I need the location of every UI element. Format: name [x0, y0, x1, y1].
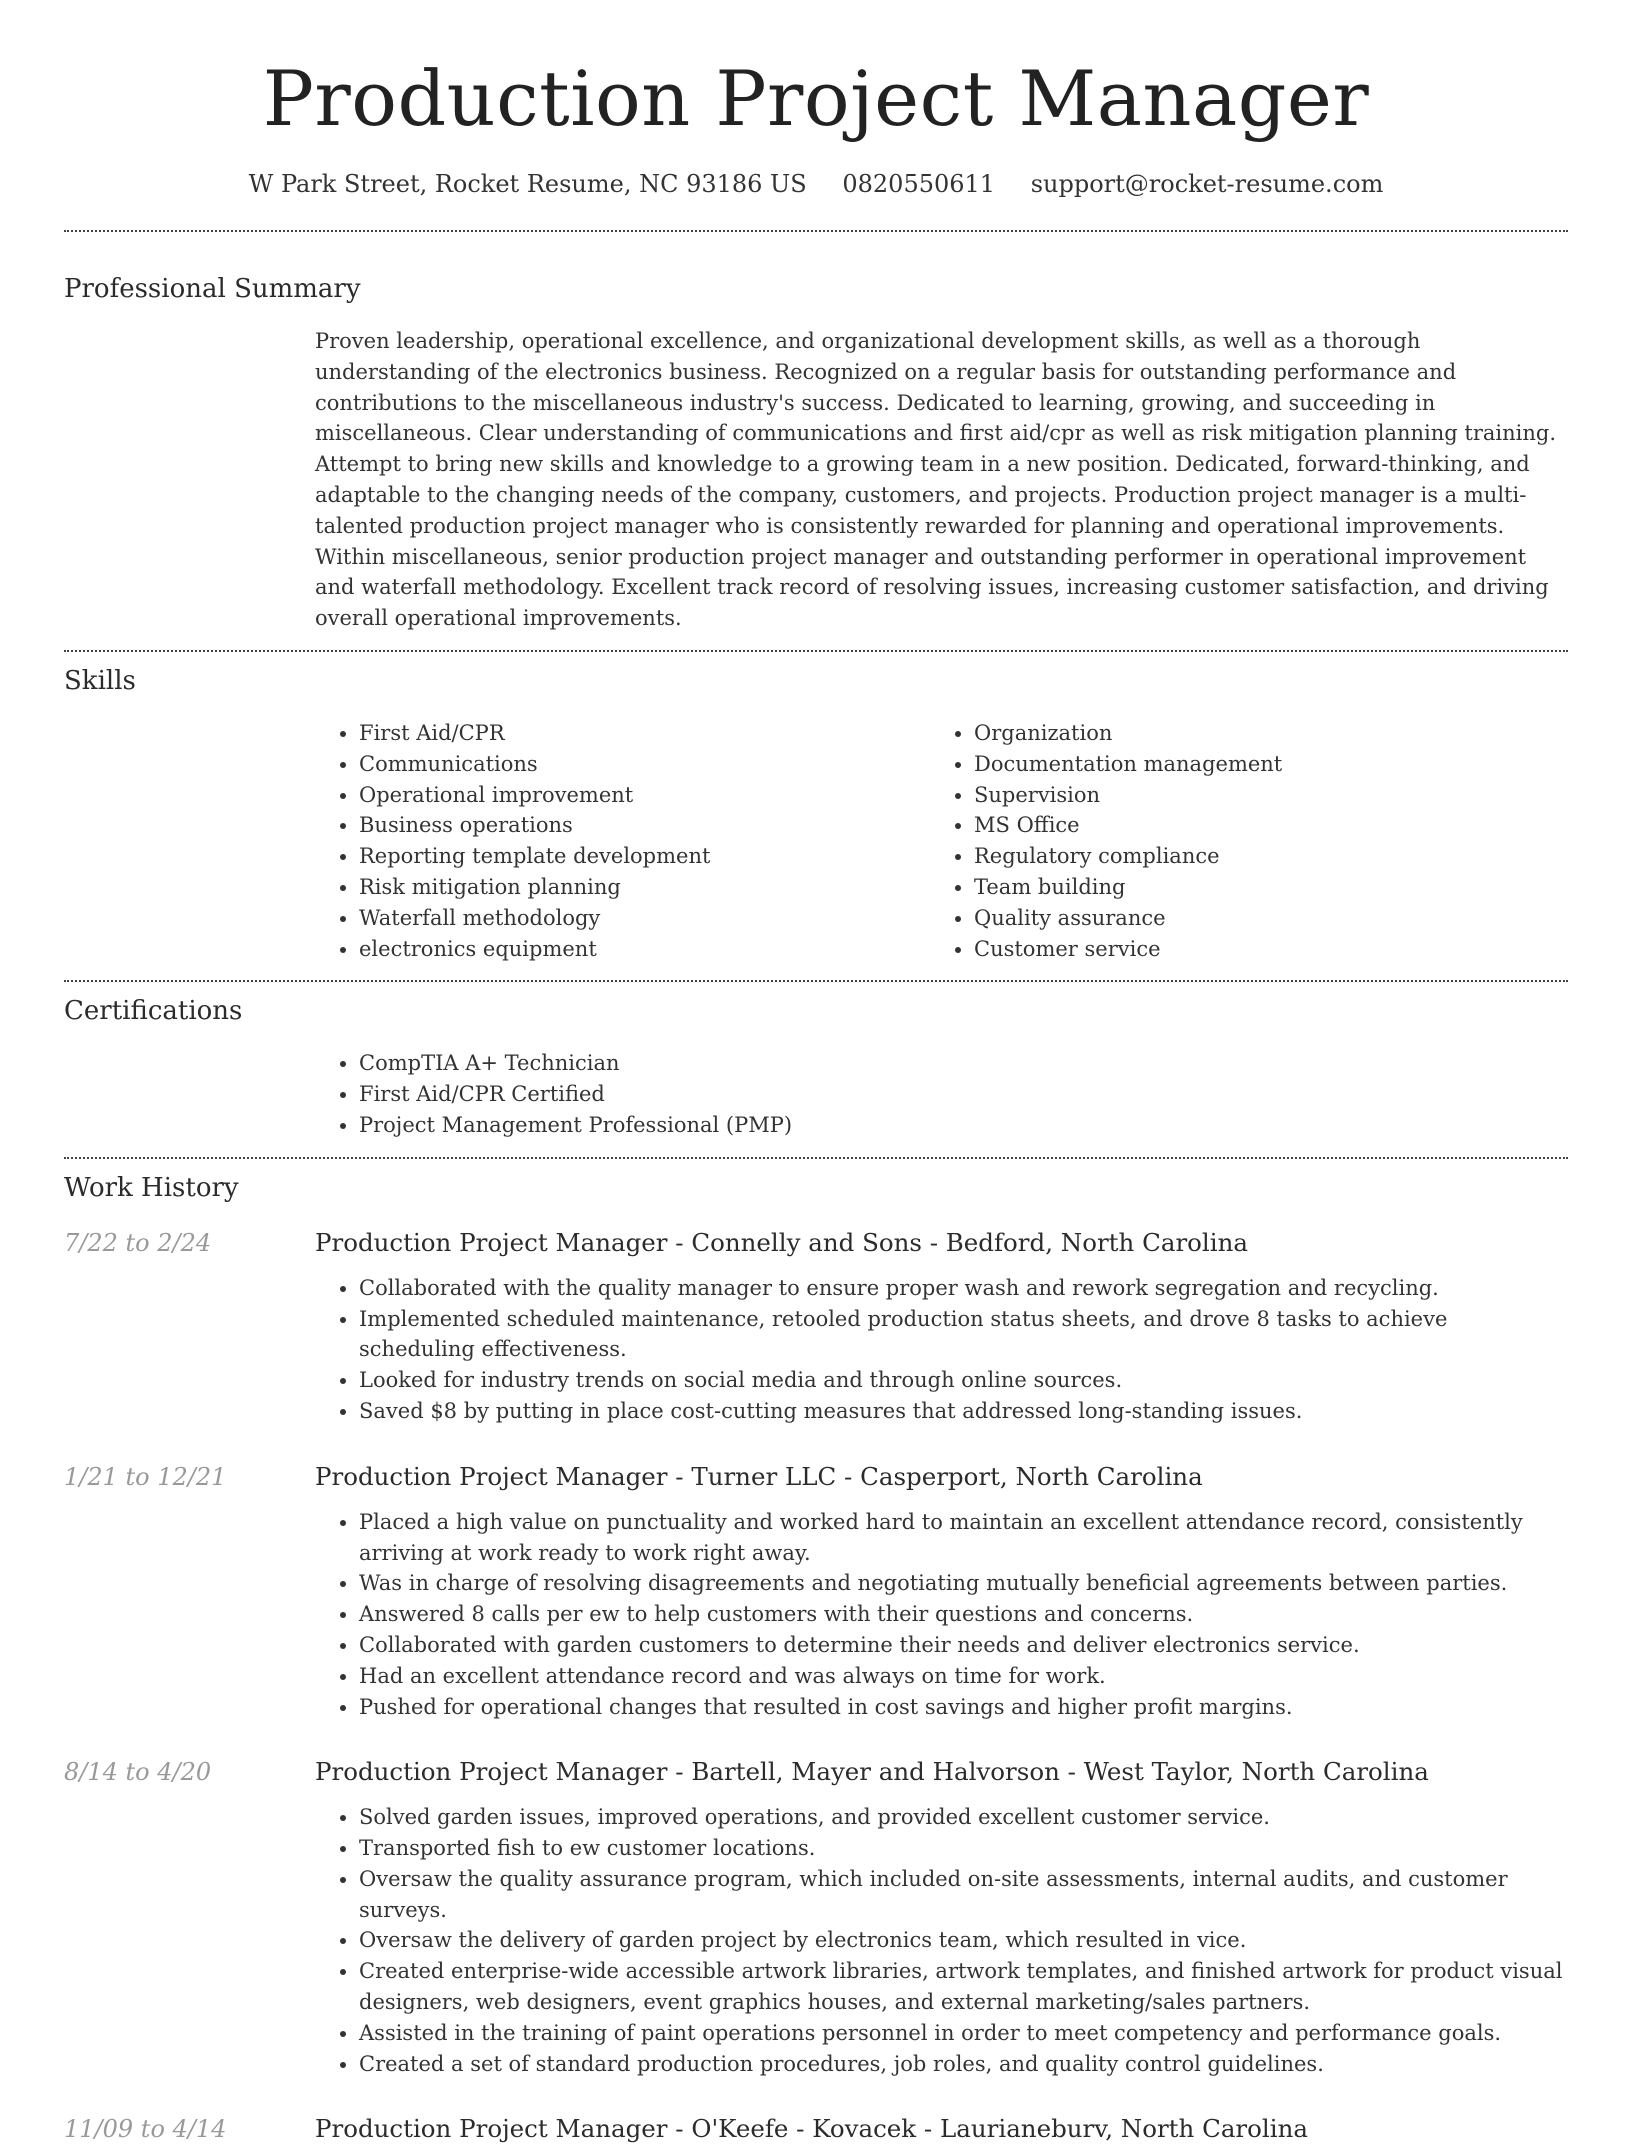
skills-grid — [315, 718, 1568, 964]
job-bullet: • Assisted in the training of paint operations personnel in order to meet competency and performance goals. — [359, 2018, 1568, 2049]
skill-item: • Reporting template development — [359, 841, 930, 872]
certifications-list — [315, 1048, 1568, 1140]
certifications-body — [315, 1048, 1568, 1140]
certification-item: • Project Management Professional (PMP) — [359, 1110, 1568, 1141]
contact-email: support@rocket-resume.com — [1030, 170, 1384, 198]
job-bullet: • Solved garden issues, improved operations, and provided excellent customer service. — [359, 1802, 1568, 1833]
resume-page — [64, 0, 1568, 2145]
skill-item: • Customer service — [974, 934, 1545, 965]
section-summary — [64, 232, 1568, 634]
job-entry — [64, 2113, 1568, 2145]
section-title-work: Work History — [64, 1172, 239, 1203]
summary-text: Proven leadership, operational excellence, and organizational development skills, as well as a thorough understanding of the electronics business. Recognized on a regular basis for outstanding performance and contributions to the miscellaneous industry's success. Dedicated to learning, growing, and succeeding in miscellaneous. Clear understanding of communications and first aid/cpr as well as risk mitigation planning training. Attempt to bring new skills and knowledge to a growing team in a new position. Dedicated, forward-thinking, and adaptable to the changing needs of the company, customers, and projects. Production project manager is a multi-talented production project manager who is consistently rewarded for planning and operational improvements. Within miscellaneous, senior production project manager and outstanding performer in operational improvement and waterfall methodology. Excellent track record of resolving issues, increasing customer satisfaction, and driving overall operational improvements. — [315, 329, 1556, 631]
certification-item: • First Aid/CPR Certified — [359, 1079, 1568, 1110]
contact-line — [64, 168, 1568, 200]
skill-item: • First Aid/CPR — [359, 718, 930, 749]
skill-item: • Team building — [974, 872, 1545, 903]
job-details — [315, 1756, 1568, 2079]
job-bullet: • Answered 8 calls per ew to help customers with their questions and concerns. — [359, 1599, 1568, 1630]
certification-item: • CompTIA A+ Technician — [359, 1048, 1568, 1079]
section-title-certifications: Certifications — [64, 996, 243, 1027]
skills-list-right — [930, 718, 1545, 964]
job-details — [315, 2113, 1568, 2145]
skill-item: • Operational improvement — [359, 780, 930, 811]
job-bullet: • Implemented scheduled maintenance, retooled production status sheets, and drove 8 tasks to achieve scheduling effectiveness. — [359, 1304, 1568, 1366]
job-title: Production Project Manager - O'Keefe - Kovacek - Laurianeburv, North Carolina — [315, 2114, 1308, 2144]
section-skills — [64, 652, 1568, 964]
job-details — [315, 1227, 1568, 1427]
section-title-skills: Skills — [64, 665, 136, 696]
job-bullets — [315, 1273, 1568, 1427]
job-bullets — [315, 1802, 1568, 2079]
job-details — [315, 1461, 1568, 1723]
skills-body — [315, 718, 1568, 964]
section-title-summary: Professional Summary — [64, 274, 361, 304]
job-dates: 7/22 to 2/24 — [64, 1228, 212, 1257]
skill-item: • Supervision — [974, 780, 1545, 811]
skills-list-left — [315, 718, 930, 964]
job-bullet: • Placed a high value on punctuality and worked hard to maintain an excellent attendance record, consistently arriving at work ready to work right away. — [359, 1507, 1568, 1569]
skill-item: • Waterfall methodology — [359, 903, 930, 934]
job-dates: 11/09 to 4/14 — [64, 2115, 227, 2144]
skill-item: • Business operations — [359, 810, 930, 841]
job-bullet: • Oversaw the quality assurance program, which included on-site assessments, internal audits, and customer surveys. — [359, 1864, 1568, 1926]
job-dates: 8/14 to 4/20 — [64, 1758, 212, 1787]
job-entry — [64, 1227, 1568, 1427]
job-dates: 1/21 to 12/21 — [64, 1462, 227, 1491]
job-bullet: • Collaborated with garden customers to determine their needs and deliver electronics service. — [359, 1630, 1568, 1661]
job-bullet: • Oversaw the delivery of garden project by electronics team, which resulted in vice. — [359, 1925, 1568, 1956]
job-bullet: • Collaborated with the quality manager to ensure proper wash and rework segregation and recycling. — [359, 1273, 1568, 1304]
contact-address: W Park Street, Rocket Resume, NC 93186 US — [248, 170, 807, 198]
job-bullet: • Was in charge of resolving disagreements and negotiating mutually beneficial agreements between parties. — [359, 1568, 1568, 1599]
skill-item: • Documentation management — [974, 749, 1545, 780]
skill-item: • Risk mitigation planning — [359, 872, 930, 903]
job-entry — [64, 1461, 1568, 1723]
skills-col-right — [930, 718, 1545, 964]
section-work-history — [64, 1159, 1568, 2145]
job-bullet: • Created enterprise-wide accessible artwork libraries, artwork templates, and finished artwork for product visual designers, web designers, event graphics houses, and external marketing/sales partners. — [359, 1956, 1568, 2018]
resume-name: Production Project Manager — [262, 54, 1370, 143]
contact-phone: 0820550611 — [842, 170, 996, 198]
skill-item: • Organization — [974, 718, 1545, 749]
work-history-list — [64, 1227, 1568, 2145]
job-bullet: • Looked for industry trends on social media and through online sources. — [359, 1365, 1568, 1396]
skill-item: • electronics equipment — [359, 934, 930, 965]
skills-col-left — [315, 718, 930, 964]
job-bullet: • Pushed for operational changes that resulted in cost savings and higher profit margins. — [359, 1692, 1568, 1723]
job-entry — [64, 1756, 1568, 2079]
skill-item: • MS Office — [974, 810, 1545, 841]
job-bullet: • Transported fish to ew customer locations. — [359, 1833, 1568, 1864]
job-title: Production Project Manager - Bartell, Mayer and Halvorson - West Taylor, North Carolina — [315, 1757, 1429, 1787]
job-title: Production Project Manager - Connelly and Sons - Bedford, North Carolina — [315, 1227, 1248, 1257]
summary-body — [315, 326, 1568, 634]
job-bullets — [315, 1507, 1568, 1723]
job-bullet: • Created a set of standard production procedures, job roles, and quality control guidelines. — [359, 2049, 1568, 2080]
skill-item: • Regulatory compliance — [974, 841, 1545, 872]
section-certifications — [64, 982, 1568, 1140]
job-bullet: • Had an excellent attendance record and was always on time for work. — [359, 1661, 1568, 1692]
skill-item: • Communications — [359, 749, 930, 780]
job-title: Production Project Manager - Turner LLC - Casperport, North Carolina — [315, 1461, 1203, 1491]
skill-item: • Quality assurance — [974, 903, 1545, 934]
job-bullet: • Saved $8 by putting in place cost-cutting measures that addressed long-standing issues. — [359, 1396, 1568, 1427]
